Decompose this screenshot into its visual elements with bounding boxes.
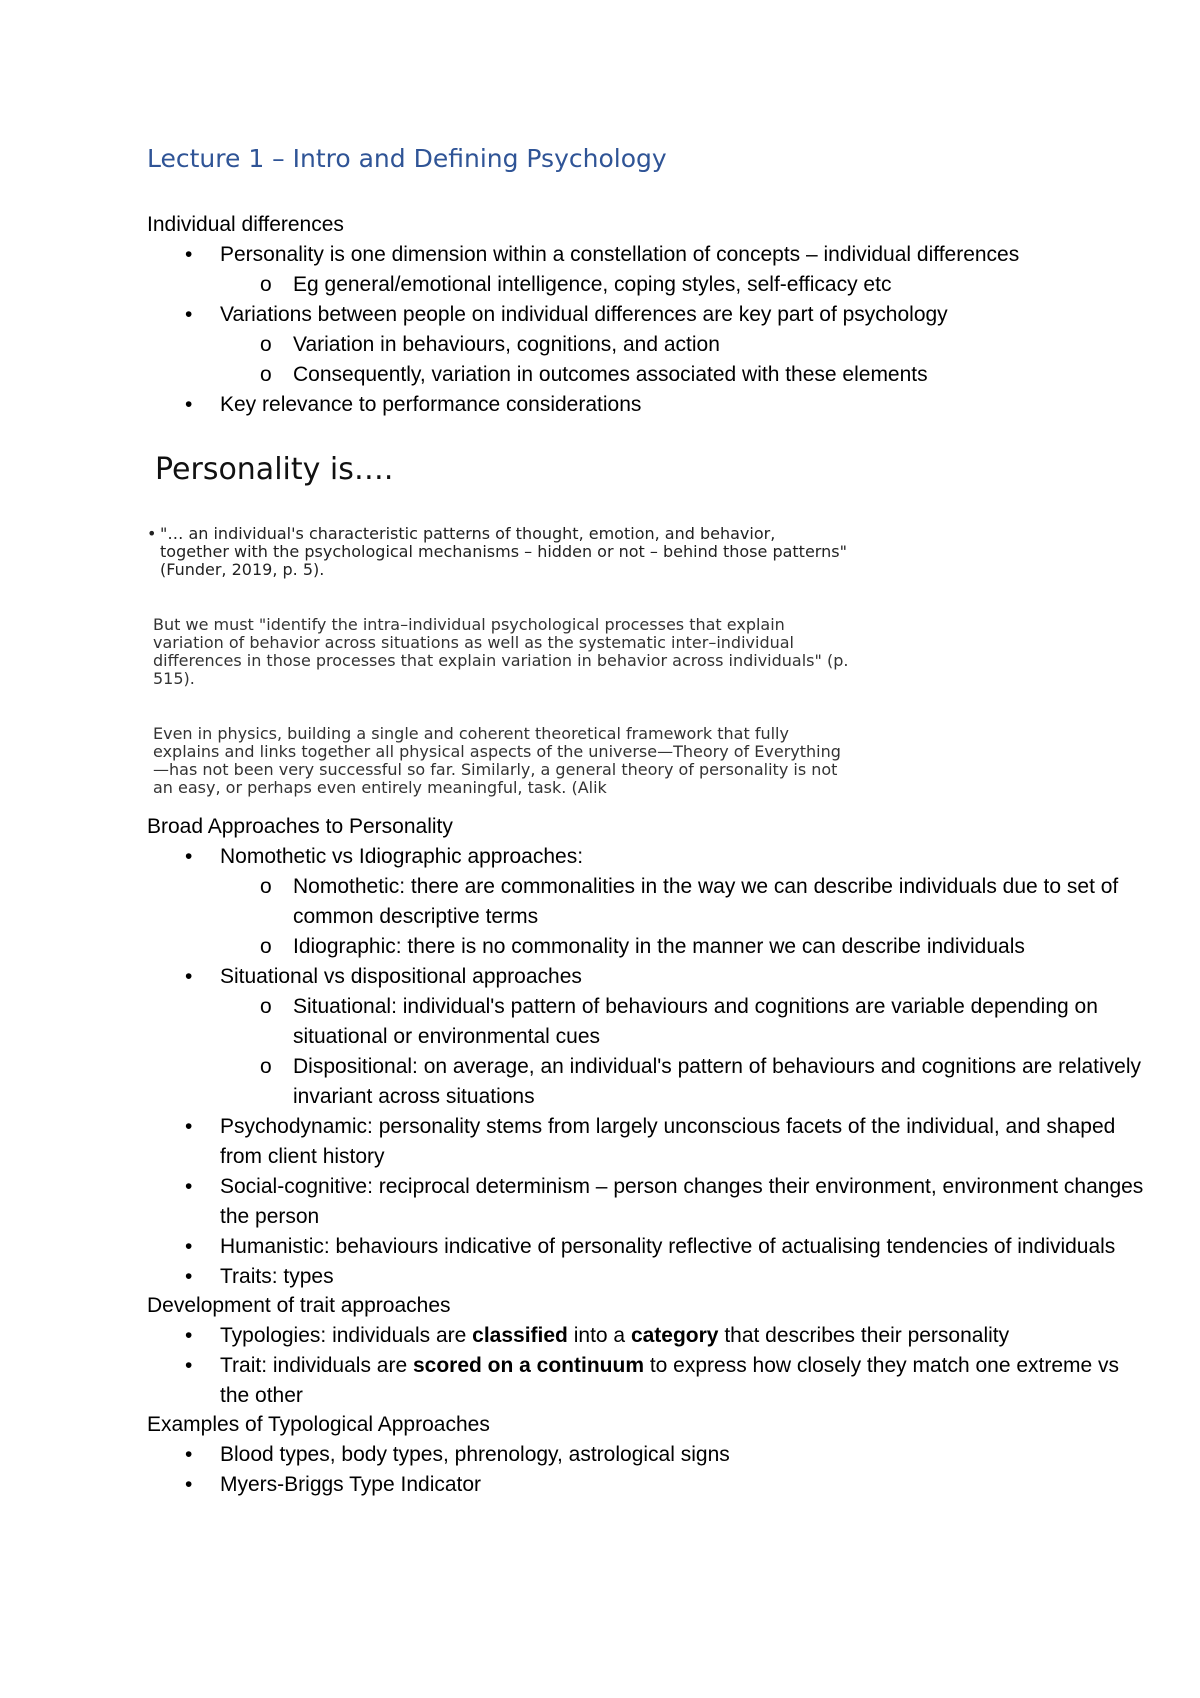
list-item-text: Myers-Briggs Type Indicator — [220, 1473, 482, 1496]
slide-quote-text: "… an individual's characteristic patterns of thought, emotion, and behavior, together with the psychological mechanisms – hidden or not – behind those patterns" (Funder, 2019, p. 5). — [160, 524, 847, 579]
sub-list-item — [220, 360, 1147, 390]
slide-bullet-icon: • — [147, 524, 157, 543]
sub-list-item — [220, 992, 1147, 1052]
section-title: Broad Approaches to Personality — [147, 815, 453, 838]
list-item — [147, 962, 1147, 1112]
list-item-text: Humanistic: behaviours indicative of personality reflective of actualising tendencies of individuals — [220, 1235, 1116, 1258]
text-run: that describes their personality — [718, 1324, 1010, 1347]
section-title: Individual differences — [147, 213, 344, 236]
list-item — [147, 1351, 1147, 1411]
circle-bullet-icon: o — [260, 875, 272, 898]
list-item-text: Personality is one dimension within a constellation of concepts – individual differences — [220, 243, 1020, 266]
text-run: Trait: individuals are — [220, 1354, 413, 1377]
list-item — [147, 300, 1147, 390]
circle-bullet-icon: o — [260, 363, 272, 386]
bullet-icon: • — [185, 1473, 193, 1496]
list-item-text: Variations between people on individual differences are key part of psychology — [220, 303, 948, 326]
list-item-text: Traits: types — [220, 1265, 334, 1288]
list-item-text: Social-cognitive: reciprocal determinism – person changes their environment, environment changes the person — [220, 1175, 1144, 1228]
bullet-icon: • — [185, 1235, 193, 1258]
sub-list-item-text: Nomothetic: there are commonalities in the way we can describe individuals due to set of common descriptive terms — [293, 875, 1119, 928]
list-item — [147, 1172, 1147, 1232]
circle-bullet-icon: o — [260, 1055, 272, 1078]
emphasis-text: scored on a continuum — [412, 1354, 644, 1377]
list-item — [147, 1321, 1147, 1351]
list-item — [147, 1470, 1147, 1500]
typologies-text — [220, 1324, 1009, 1347]
sub-list-item-text: Consequently, variation in outcomes associated with these elements — [293, 363, 928, 386]
slide-paragraph: But we must "identify the intra–individual psychological processes that explain variation of behavior across situations as well as the systematic inter–individual differences in those processes that explain variation in behavior across individuals" (p. 515). — [153, 615, 849, 688]
text-run: to express how closely they match one extreme vs the other — [220, 1354, 1120, 1407]
text-run: into a — [567, 1324, 631, 1347]
slide-paragraph: Even in physics, building a single and coherent theoretical framework that fully explains and links together all physical aspects of the universe—Theory of Everything—has not been very successful so far. Similarly, a general theory of personality is not an easy, or perhaps even entirely meaningful, task. (Alik — [153, 724, 841, 797]
bullet-list — [147, 240, 1147, 420]
sub-list-item — [220, 270, 1147, 300]
bullet-list — [147, 1321, 1147, 1411]
bullet-icon: • — [185, 845, 193, 868]
sub-list-item — [220, 330, 1147, 360]
sub-list — [220, 872, 1147, 962]
bullet-list — [147, 1440, 1147, 1500]
bullet-icon: • — [185, 1115, 193, 1138]
list-item — [147, 1440, 1147, 1470]
list-item — [147, 842, 1147, 962]
list-item-text: Situational vs dispositional approaches — [220, 965, 582, 988]
bullet-icon: • — [185, 1443, 193, 1466]
list-item — [147, 390, 1147, 420]
list-item — [147, 1232, 1147, 1262]
sub-list-item — [220, 932, 1147, 962]
list-item-text: Key relevance to performance considerations — [220, 393, 642, 416]
section-title: Examples of Typological Approaches — [147, 1413, 490, 1436]
list-item — [147, 1112, 1147, 1172]
bullet-icon: • — [185, 393, 193, 416]
sub-list-item-text: Dispositional: on average, an individual's pattern of behaviours and cognitions are relatively invariant across situations — [293, 1055, 1142, 1108]
sub-list-item-text: Situational: individual's pattern of behaviours and cognitions are variable depending on situational or environmental cues — [293, 995, 1098, 1048]
sub-list-item-text: Variation in behaviours, cognitions, and action — [293, 333, 720, 356]
lecture-heading: Lecture 1 – Intro and Defining Psychology — [147, 144, 667, 173]
sub-list — [220, 270, 1147, 300]
text-run: Typologies: individuals are — [220, 1324, 473, 1347]
list-item-text: Blood types, body types, phrenology, astrological signs — [220, 1443, 730, 1466]
emphasis-text: classified — [472, 1324, 568, 1347]
sub-list-item-text: Idiographic: there is no commonality in the manner we can describe individuals — [293, 935, 1025, 958]
bullet-icon: • — [185, 1354, 193, 1377]
bullet-list — [147, 842, 1147, 1292]
slide-title: Personality is…. — [155, 452, 394, 487]
sub-list-item — [220, 1052, 1147, 1112]
section-individual-differences — [147, 211, 1147, 420]
bullet-icon: • — [185, 1175, 193, 1198]
bullet-icon: • — [185, 303, 193, 326]
emphasis-text: category — [630, 1324, 719, 1347]
list-item-text: Psychodynamic: personality stems from largely unconscious facets of the individual, and shaped from client history — [220, 1115, 1116, 1168]
section-title: Development of trait approaches — [147, 1294, 451, 1317]
bullet-icon: • — [185, 243, 193, 266]
list-item — [147, 240, 1147, 300]
bullet-icon: • — [185, 1265, 193, 1288]
list-item-text: Nomothetic vs Idiographic approaches: — [220, 845, 584, 868]
circle-bullet-icon: o — [260, 935, 272, 958]
sub-list — [220, 992, 1147, 1112]
bullet-icon: • — [185, 1324, 193, 1347]
sub-list-item-text: Eg general/emotional intelligence, coping styles, self-efficacy etc — [293, 273, 892, 296]
circle-bullet-icon: o — [260, 333, 272, 356]
slide-quote — [147, 525, 847, 579]
section-broad-approaches — [147, 813, 1147, 1500]
sub-list-item — [220, 872, 1147, 932]
trait-text — [220, 1354, 1119, 1407]
embedded-slide — [147, 452, 867, 802]
bullet-icon: • — [185, 965, 193, 988]
list-item — [147, 1262, 1147, 1292]
circle-bullet-icon: o — [260, 273, 272, 296]
sub-list — [220, 330, 1147, 390]
circle-bullet-icon: o — [260, 995, 272, 1018]
